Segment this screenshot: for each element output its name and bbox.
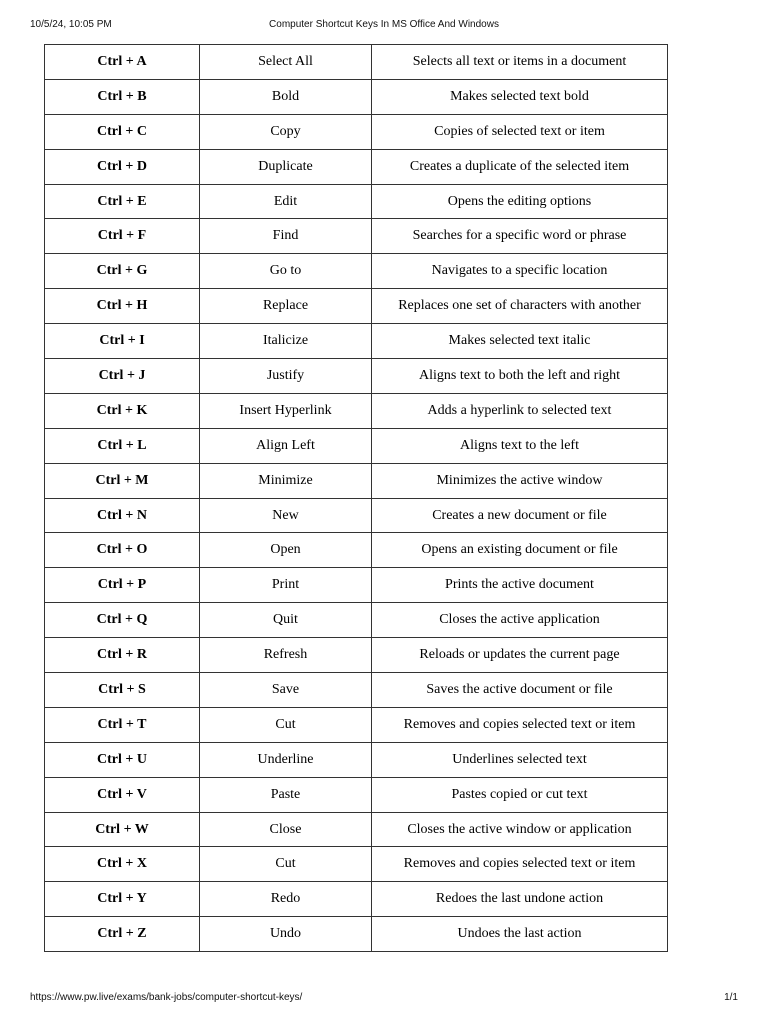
shortcut-action-cell: Edit <box>200 184 372 219</box>
shortcut-action-cell: Align Left <box>200 428 372 463</box>
shortcut-key-cell: Ctrl + C <box>45 114 200 149</box>
shortcut-description-cell: Removes and copies selected text or item <box>372 847 668 882</box>
shortcut-key-cell: Ctrl + G <box>45 254 200 289</box>
shortcut-description-cell: Closes the active window or application <box>372 812 668 847</box>
shortcut-description-cell: Removes and copies selected text or item <box>372 707 668 742</box>
shortcut-description-cell: Undoes the last action <box>372 917 668 952</box>
shortcut-action-cell: Copy <box>200 114 372 149</box>
shortcut-key-cell: Ctrl + R <box>45 638 200 673</box>
shortcut-description-cell: Prints the active document <box>372 568 668 603</box>
shortcut-action-cell: Italicize <box>200 324 372 359</box>
shortcut-key-cell: Ctrl + U <box>45 742 200 777</box>
table-row <box>45 219 668 254</box>
shortcut-description-cell: Opens an existing document or file <box>372 533 668 568</box>
shortcut-action-cell: Quit <box>200 603 372 638</box>
table-row <box>45 498 668 533</box>
shortcut-key-cell: Ctrl + S <box>45 673 200 708</box>
table-row <box>45 45 668 80</box>
table-row <box>45 638 668 673</box>
shortcut-action-cell: Save <box>200 673 372 708</box>
shortcut-action-cell: New <box>200 498 372 533</box>
table-row <box>45 847 668 882</box>
shortcut-key-cell: Ctrl + E <box>45 184 200 219</box>
shortcut-description-cell: Minimizes the active window <box>372 463 668 498</box>
shortcut-action-cell: Select All <box>200 45 372 80</box>
shortcut-description-cell: Opens the editing options <box>372 184 668 219</box>
shortcut-description-cell: Replaces one set of characters with another <box>372 289 668 324</box>
table-row <box>45 393 668 428</box>
print-datetime: 10/5/24, 10:05 PM <box>30 19 112 30</box>
shortcut-description-cell: Aligns text to the left <box>372 428 668 463</box>
shortcut-key-cell: Ctrl + T <box>45 707 200 742</box>
shortcut-key-cell: Ctrl + O <box>45 533 200 568</box>
table-row <box>45 359 668 394</box>
shortcut-description-cell: Pastes copied or cut text <box>372 777 668 812</box>
shortcut-table <box>44 44 668 952</box>
shortcut-description-cell: Closes the active application <box>372 603 668 638</box>
shortcut-description-cell: Redoes the last undone action <box>372 882 668 917</box>
shortcut-key-cell: Ctrl + F <box>45 219 200 254</box>
shortcut-key-cell: Ctrl + P <box>45 568 200 603</box>
shortcut-action-cell: Close <box>200 812 372 847</box>
shortcut-key-cell: Ctrl + Y <box>45 882 200 917</box>
shortcut-action-cell: Find <box>200 219 372 254</box>
shortcut-description-cell: Makes selected text italic <box>372 324 668 359</box>
shortcut-description-cell: Aligns text to both the left and right <box>372 359 668 394</box>
shortcut-key-cell: Ctrl + A <box>45 45 200 80</box>
shortcut-description-cell: Selects all text or items in a document <box>372 45 668 80</box>
table-row <box>45 254 668 289</box>
shortcut-action-cell: Open <box>200 533 372 568</box>
shortcut-description-cell: Copies of selected text or item <box>372 114 668 149</box>
shortcut-key-cell: Ctrl + K <box>45 393 200 428</box>
shortcut-description-cell: Creates a duplicate of the selected item <box>372 149 668 184</box>
table-row <box>45 742 668 777</box>
shortcut-description-cell: Reloads or updates the current page <box>372 638 668 673</box>
table-row <box>45 707 668 742</box>
shortcut-description-cell: Adds a hyperlink to selected text <box>372 393 668 428</box>
shortcut-key-cell: Ctrl + I <box>45 324 200 359</box>
shortcut-description-cell: Navigates to a specific location <box>372 254 668 289</box>
shortcut-description-cell: Makes selected text bold <box>372 79 668 114</box>
shortcut-key-cell: Ctrl + H <box>45 289 200 324</box>
shortcut-action-cell: Undo <box>200 917 372 952</box>
shortcut-key-cell: Ctrl + N <box>45 498 200 533</box>
table-row <box>45 184 668 219</box>
table-row <box>45 603 668 638</box>
shortcut-action-cell: Cut <box>200 847 372 882</box>
table-row <box>45 882 668 917</box>
table-row <box>45 463 668 498</box>
shortcut-action-cell: Go to <box>200 254 372 289</box>
shortcut-description-cell: Creates a new document or file <box>372 498 668 533</box>
shortcut-action-cell: Insert Hyperlink <box>200 393 372 428</box>
shortcut-action-cell: Bold <box>200 79 372 114</box>
shortcut-action-cell: Duplicate <box>200 149 372 184</box>
shortcut-action-cell: Refresh <box>200 638 372 673</box>
table-row <box>45 114 668 149</box>
shortcut-key-cell: Ctrl + B <box>45 79 200 114</box>
table-row <box>45 533 668 568</box>
table-row <box>45 568 668 603</box>
shortcut-key-cell: Ctrl + J <box>45 359 200 394</box>
shortcut-key-cell: Ctrl + Z <box>45 917 200 952</box>
table-row <box>45 917 668 952</box>
shortcut-key-cell: Ctrl + W <box>45 812 200 847</box>
shortcut-action-cell: Underline <box>200 742 372 777</box>
shortcut-key-cell: Ctrl + M <box>45 463 200 498</box>
table-row <box>45 812 668 847</box>
shortcut-key-cell: Ctrl + V <box>45 777 200 812</box>
shortcut-description-cell: Saves the active document or file <box>372 673 668 708</box>
shortcut-key-cell: Ctrl + D <box>45 149 200 184</box>
table-row <box>45 149 668 184</box>
page-title: Computer Shortcut Keys In MS Office And Windows <box>269 19 499 30</box>
shortcut-key-cell: Ctrl + L <box>45 428 200 463</box>
shortcut-action-cell: Redo <box>200 882 372 917</box>
shortcut-action-cell: Paste <box>200 777 372 812</box>
table-row <box>45 428 668 463</box>
shortcut-key-cell: Ctrl + X <box>45 847 200 882</box>
shortcut-action-cell: Justify <box>200 359 372 394</box>
table-row <box>45 777 668 812</box>
shortcut-action-cell: Minimize <box>200 463 372 498</box>
shortcut-action-cell: Replace <box>200 289 372 324</box>
shortcut-description-cell: Underlines selected text <box>372 742 668 777</box>
shortcut-description-cell: Searches for a specific word or phrase <box>372 219 668 254</box>
table-row <box>45 289 668 324</box>
table-row <box>45 673 668 708</box>
shortcut-action-cell: Cut <box>200 707 372 742</box>
table-row <box>45 324 668 359</box>
shortcut-table-body <box>45 45 668 952</box>
source-url: https://www.pw.live/exams/bank-jobs/computer-shortcut-keys/ <box>30 992 303 1003</box>
shortcut-key-cell: Ctrl + Q <box>45 603 200 638</box>
page-number: 1/1 <box>724 992 738 1003</box>
table-row <box>45 79 668 114</box>
shortcut-action-cell: Print <box>200 568 372 603</box>
